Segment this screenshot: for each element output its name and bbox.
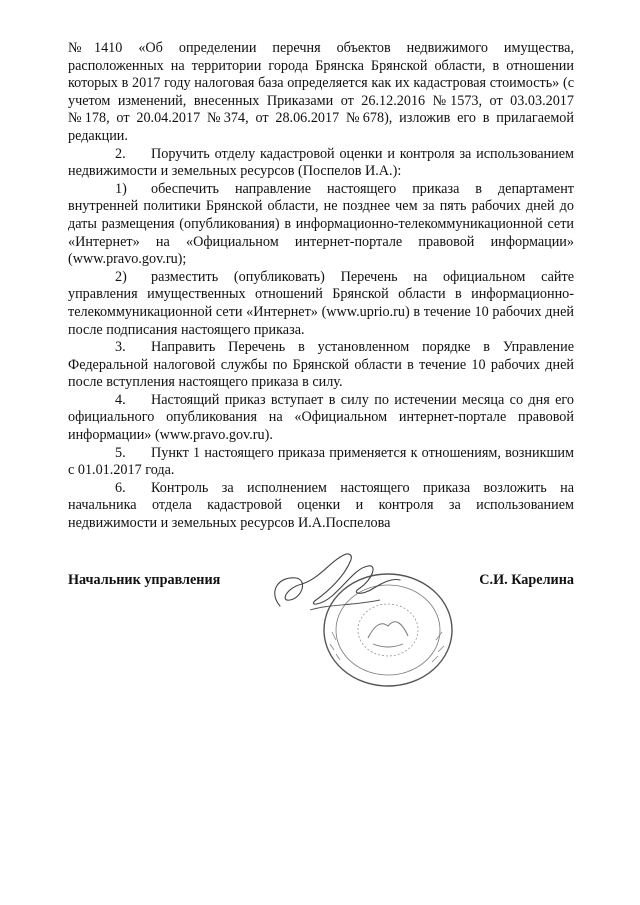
item-number: 1) <box>115 180 127 197</box>
item-number: 6. <box>115 479 126 496</box>
item-text: Поручить отделу кадастровой оценки и контроля за использованием недвижимости и земельных ресурсов (Поспелов И.А.): <box>68 145 574 180</box>
document-body <box>68 40 574 533</box>
item-text: Контроль за исполнением настоящего приказа возложить на начальника отдела кадастровой оценки и контроля за использованием недвижимости и земельных ресурсов И.А.Поспелова <box>68 479 574 532</box>
item-text: обеспечить направление настоящего приказа в департамент внутренней политики Брянской области, не позднее чем за пять рабочих дней до даты размещения (опубликования) в информационно-телекоммуникационной сети «Интернет» на «Официальном интернет-портале правовой информации» (www.pravo.gov.ru); <box>68 180 574 268</box>
signer-position: Начальник управления <box>68 572 221 588</box>
paragraph-intro: №1410 «Об определении перечня объектов недвижимого имущества, расположенных на территории города Брянска Брянской области, в отношении которых в 2017 году налоговая база определяется как их кадастровая стоимость» (с учетом изменений, внесенных Приказами от 26.12.2016 №1573, от 03.03.2017 №178, от 20.04.2017 №374, от 28.06.2017 №678), изложив его в прилагаемой редакции. <box>68 40 574 144</box>
paragraph-item-2 <box>68 146 574 181</box>
paragraph-item-6 <box>68 480 574 533</box>
item-text: разместить (опубликовать) Перечень на официальном сайте управления имущественных отношений Брянской области в информационно-телекоммуникационной сети «Интернет» (www.uprio.ru) в течение 10 рабочих дней после подписания настоящего приказа. <box>68 268 574 338</box>
item-text: Направить Перечень в установленном порядке в Управление Федеральной налоговой службы по Брянской области в течение 10 рабочих дней после вступления настоящего приказа в силу. <box>68 339 574 391</box>
item-number: 2) <box>115 268 127 285</box>
item-text: Настоящий приказ вступает в силу по истечении месяца со дня его официального опубликования на «Официальном интернет-портале правовой информации» (www.pravo.gov.ru). <box>68 391 574 444</box>
paragraph-subitem-2 <box>68 269 574 339</box>
signer-name: С.И. Карелина <box>479 572 574 588</box>
item-number: 4. <box>115 391 126 408</box>
paragraph-item-5 <box>68 445 574 480</box>
item-number: 5. <box>115 444 126 461</box>
paragraph-item-4 <box>68 392 574 445</box>
paragraph-subitem-1 <box>68 181 574 269</box>
paragraph-item-3 <box>68 339 574 392</box>
item-number: 3. <box>115 339 126 356</box>
item-text: Пункт 1 настоящего приказа применяется к отношениям, возникшим с 01.01.2017 года. <box>68 444 574 479</box>
item-number: 2. <box>115 145 126 162</box>
handwritten-signature <box>250 548 410 628</box>
